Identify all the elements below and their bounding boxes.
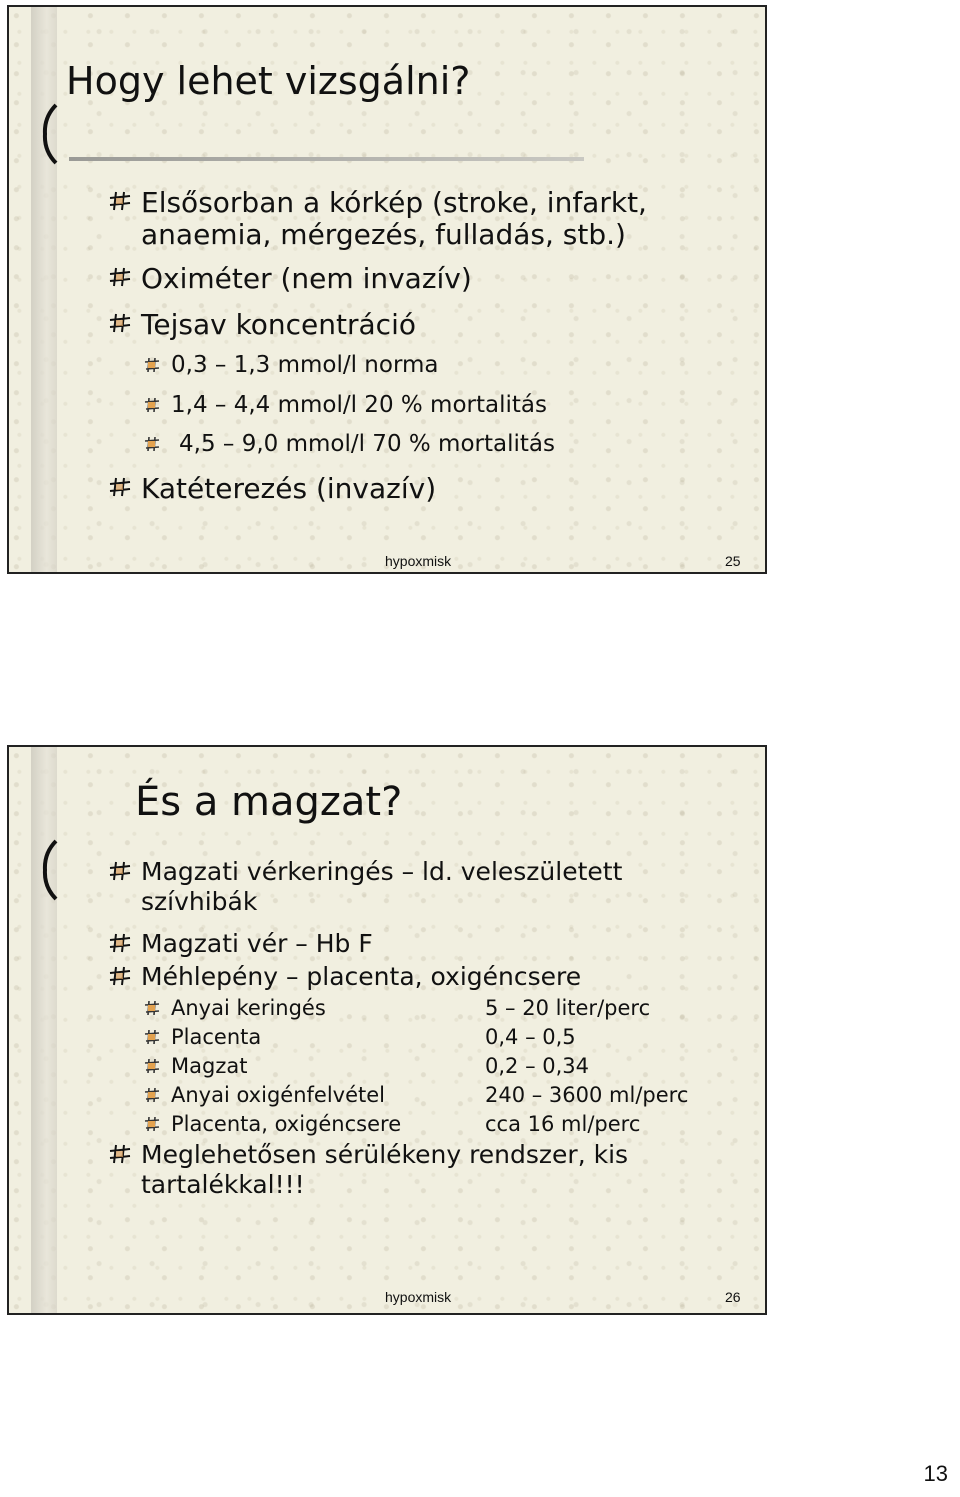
sub-bullet-text: 0,3 – 1,3 mmol/l norma xyxy=(171,352,439,378)
slide-footer: hypoxmisk xyxy=(385,1289,452,1305)
bullet-text: Tejsav koncentráció xyxy=(141,308,416,341)
slide-title: Hogy lehet vizsgálni? xyxy=(66,59,471,103)
sub-bullet-item xyxy=(143,1023,261,1052)
small-bullet-icon xyxy=(143,397,165,413)
slide-26 xyxy=(7,745,767,1315)
slide-footer: hypoxmisk xyxy=(385,553,452,569)
hash-bullet-icon xyxy=(109,933,135,953)
bracket-decoration-icon xyxy=(39,103,59,165)
sub-bullet-value: 240 – 3600 ml/perc xyxy=(485,1083,689,1107)
bracket-decoration-icon xyxy=(39,839,59,901)
bullet-text-line2: tartalékkal!!! xyxy=(141,1170,305,1199)
small-bullet-icon xyxy=(143,1087,165,1103)
sub-bullet-value: 0,2 – 0,34 xyxy=(485,1054,590,1078)
sub-bullet-label: Magzat xyxy=(171,1054,248,1078)
sub-bullet-value: 0,4 – 0,5 xyxy=(485,1025,576,1049)
bullet-text-line1: Magzati vérkeringés – ld. veleszületett xyxy=(141,857,623,886)
sub-bullet-item xyxy=(143,994,326,1023)
sub-bullet-label: Anyai keringés xyxy=(171,996,326,1020)
bullet-item xyxy=(109,473,436,505)
sub-bullet-item xyxy=(143,391,547,419)
bullet-text-line1: Meglehetősen sérülékeny rendszer, kis xyxy=(141,1140,629,1169)
page-number: 13 xyxy=(923,1461,948,1486)
slide-title: És a magzat? xyxy=(135,779,403,825)
bullet-item xyxy=(109,309,416,341)
sub-bullet-item xyxy=(143,351,439,379)
small-bullet-icon xyxy=(143,1058,165,1074)
bullet-text-line1: Elsősorban a kórkép (stroke, infarkt, xyxy=(141,186,647,219)
sub-bullet-text: 1,4 – 4,4 mmol/l 20 % mortalitás xyxy=(171,392,547,418)
slide-25 xyxy=(7,5,767,574)
small-bullet-icon xyxy=(143,357,165,373)
bullet-item xyxy=(109,929,373,959)
sidebar-strip xyxy=(31,747,57,1313)
bullet-text: Méhlepény – placenta, oxigéncsere xyxy=(141,962,582,991)
sub-bullet-label: Anyai oxigénfelvétel xyxy=(171,1083,385,1107)
sub-bullet-text: 4,5 – 9,0 mmol/l 70 % mortalitás xyxy=(179,431,555,457)
hash-bullet-icon xyxy=(109,966,135,986)
sub-bullet-item xyxy=(143,1052,247,1081)
bullet-text: Oximéter (nem invazív) xyxy=(141,262,472,295)
bullet-item xyxy=(109,263,472,295)
sub-bullet-item xyxy=(143,1110,401,1139)
slide-number: 26 xyxy=(725,1289,741,1305)
slide-number: 25 xyxy=(725,553,741,569)
hash-bullet-icon xyxy=(109,477,135,497)
small-bullet-icon xyxy=(143,436,165,452)
hash-bullet-icon xyxy=(109,313,135,333)
bullet-item xyxy=(109,962,581,992)
hash-bullet-icon xyxy=(109,1144,135,1164)
small-bullet-icon xyxy=(143,1116,165,1132)
bullet-item xyxy=(109,857,622,917)
sub-bullet-label: Placenta xyxy=(171,1025,262,1049)
hash-bullet-icon xyxy=(109,861,135,881)
bullet-item xyxy=(109,1140,628,1200)
sub-bullet-label: Placenta, oxigéncsere xyxy=(171,1112,402,1136)
sidebar-strip xyxy=(31,7,57,572)
bullet-text: Katéterezés (invazív) xyxy=(141,472,437,505)
bullet-text-line2: szívhibák xyxy=(141,887,258,916)
sub-bullet-item xyxy=(143,430,555,458)
bullet-item xyxy=(109,187,647,251)
bullet-text: Magzati vér – Hb F xyxy=(141,929,373,958)
hash-bullet-icon xyxy=(109,267,135,287)
sub-bullet-value: cca 16 ml/perc xyxy=(485,1112,641,1136)
bullet-text-line2: anaemia, mérgezés, fulladás, stb.) xyxy=(141,218,626,251)
small-bullet-icon xyxy=(143,1000,165,1016)
title-rule xyxy=(69,157,584,161)
small-bullet-icon xyxy=(143,1029,165,1045)
sub-bullet-item xyxy=(143,1081,385,1110)
hash-bullet-icon xyxy=(109,191,135,211)
sub-bullet-value: 5 – 20 liter/perc xyxy=(485,996,651,1020)
